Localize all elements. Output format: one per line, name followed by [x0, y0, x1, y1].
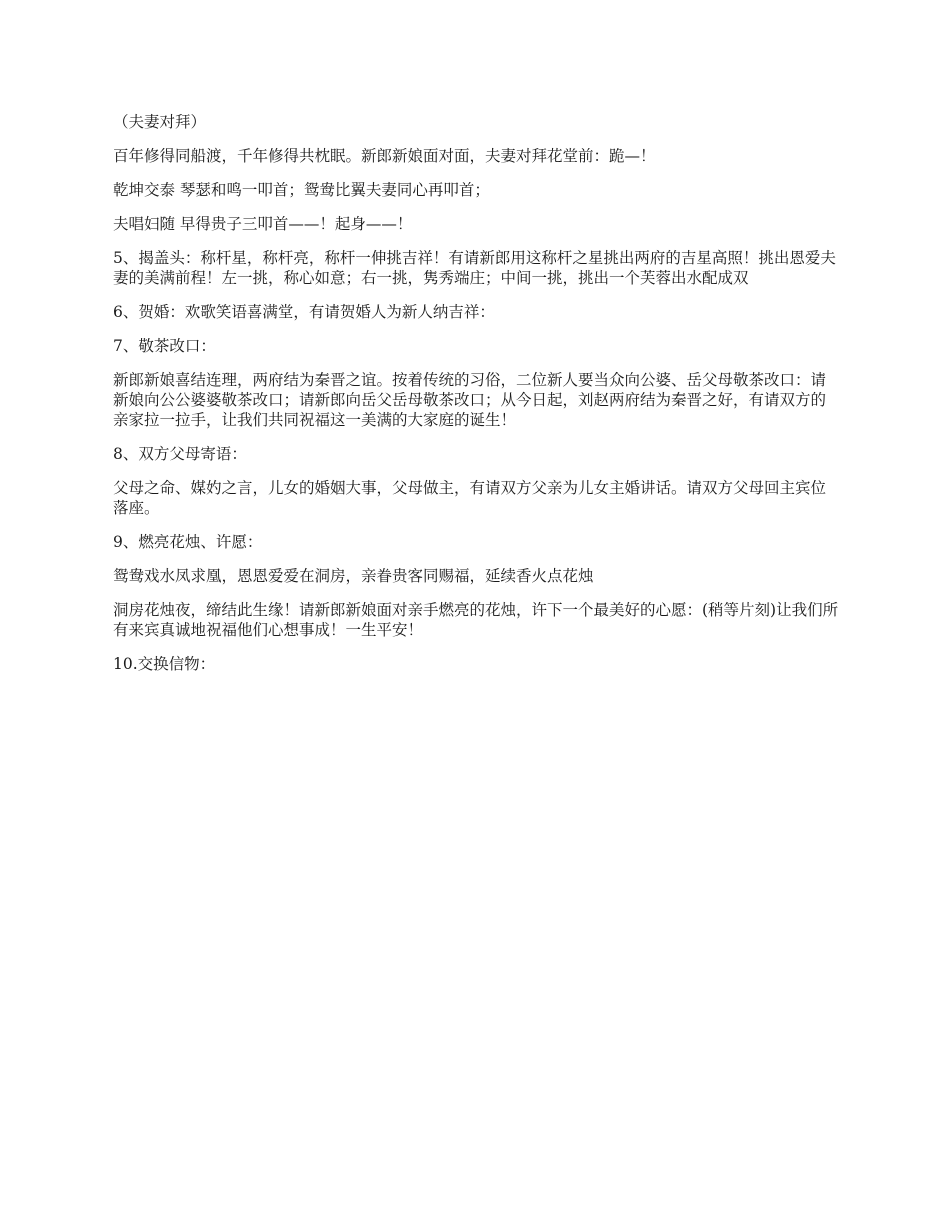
paragraph: 新郎新娘喜结连理，两府结为秦晋之谊。按着传统的习俗，二位新人要当众向公婆、岳父母敬茶改口：请新娘向公公婆婆敬茶改口；请新郎向岳父岳母敬茶改口；从今日起，刘赵两府结为秦晋之好，有请双方的亲家拉一拉手，让我们共同祝福这一美满的大家庭的诞生！: [113, 371, 827, 429]
paragraph-section-8: 8、双方父母寄语：: [113, 445, 247, 463]
paragraph-heading-mutual-bow: （夫妻对拜）: [113, 113, 207, 131]
paragraph: 百年修得同船渡，千年修得共枕眠。新郎新娘面对面，夫妻对拜花堂前：跪—！: [113, 147, 656, 165]
paragraph-section-5: 5、揭盖头：称杆星，称杆亮，称杆一伸挑吉祥！有请新郎用这称杆之星挑出两府的吉星高照！挑出恩爱夫妻的美满前程！左一挑，称心如意；右一挑，隽秀端庄；中间一挑，挑出一个芙蓉出水配成双: [113, 249, 836, 287]
paragraph-section-10: 10.交换信物：: [113, 655, 216, 673]
paragraph-section-7: 7、敬茶改口：: [113, 337, 216, 355]
paragraph: 父母之命、媒妁之言，儿女的婚姻大事，父母做主，有请双方父亲为儿女主婚讲话。请双方父母回主宾位落座。: [113, 479, 827, 517]
document-body: [113, 112, 841, 688]
paragraph: 洞房花烛夜，缔结此生缘！请新郎新娘面对亲手燃亮的花烛，许下一个最美好的心愿：(稍等片刻)让我们所有来宾真诚地祝福他们心想事成！一生平安！: [113, 601, 839, 639]
paragraph: 鸳鸯戏水凤求凰，恩恩爱爱在洞房，亲眷贵客同赐福，延续香火点花烛: [113, 567, 594, 585]
paragraph-section-9: 9、燃亮花烛、许愿：: [113, 533, 263, 551]
paragraph: 乾坤交泰 琴瑟和鸣一叩首；鸳鸯比翼夫妻同心再叩首；: [113, 181, 490, 199]
paragraph: 夫唱妇随 早得贵子三叩首——！起身——！: [113, 215, 413, 233]
paragraph-section-6: 6、贺婚：欢歌笑语喜满堂，有请贺婚人为新人纳吉祥：: [113, 303, 495, 321]
